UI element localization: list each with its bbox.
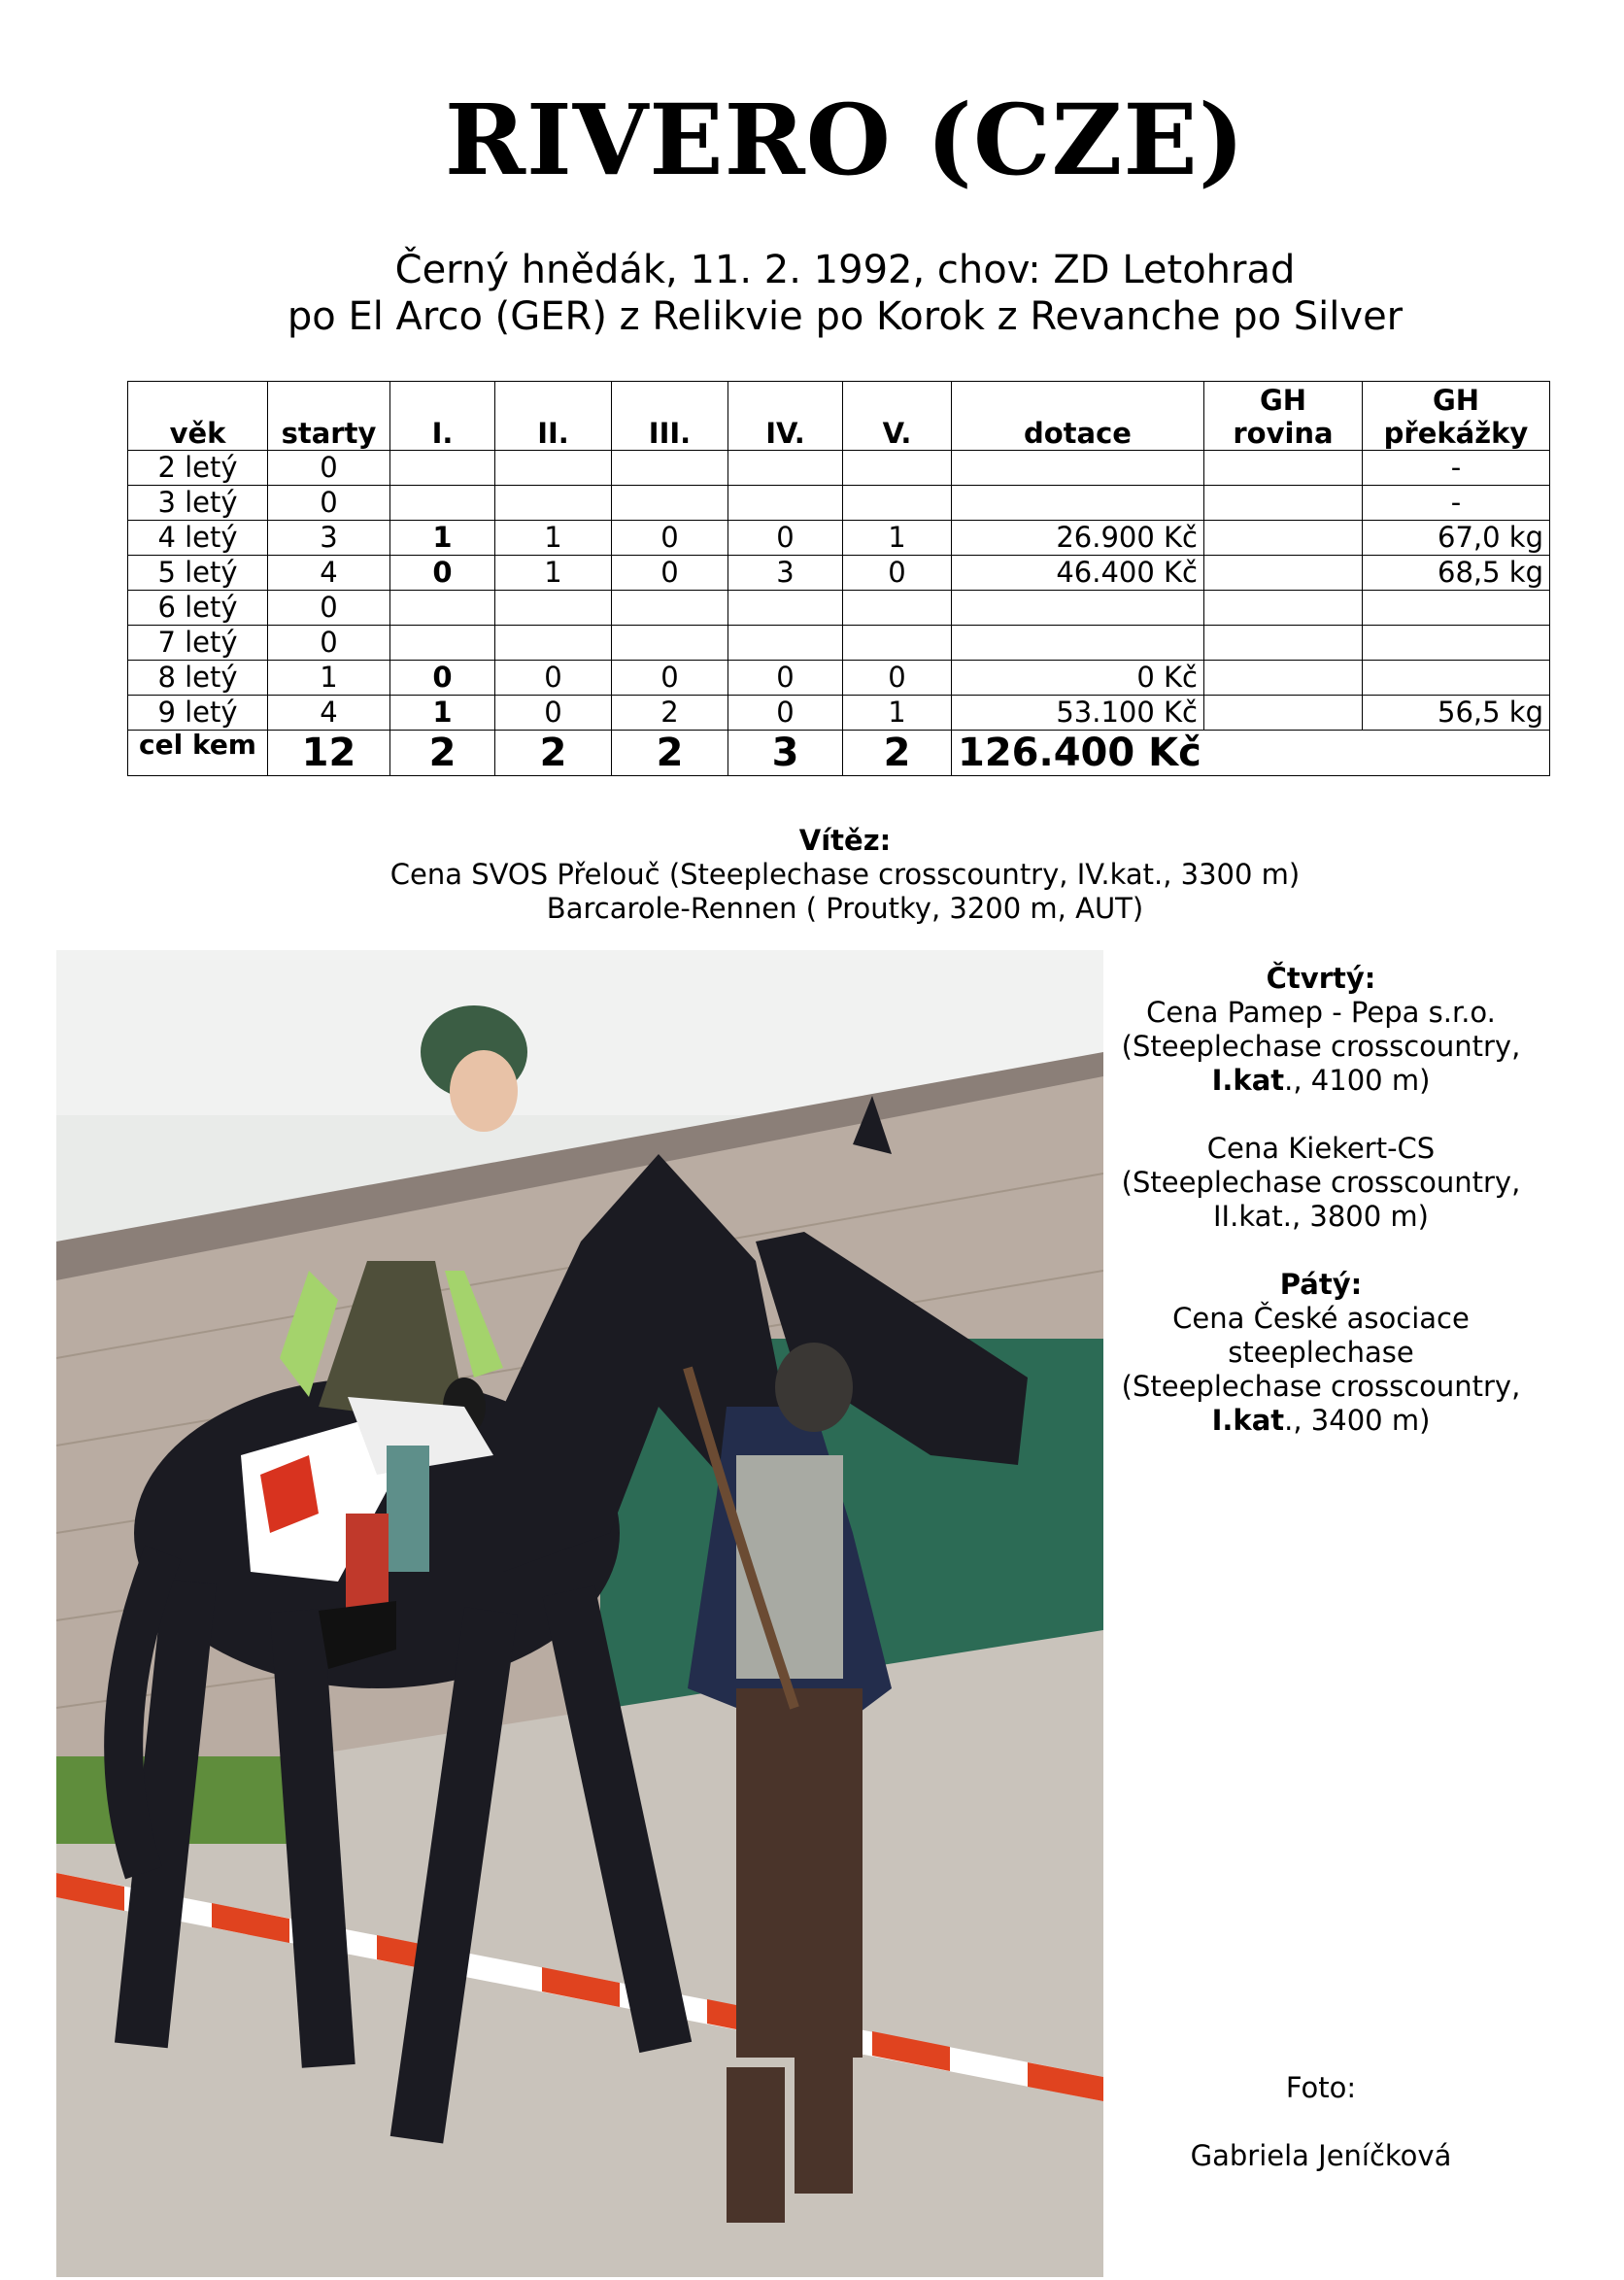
winner-race-2: Barcarole-Rennen ( Proutky, 3200 m, AUT) [546, 892, 1144, 925]
table-cell-p5: 0 [843, 556, 952, 591]
table-row [128, 591, 1550, 626]
table-cell-p3: 0 [612, 521, 728, 556]
horse-pedigree: po El Arco (GER) z Relikvie po Korok z Revanche po Silver [287, 294, 1404, 339]
table-cell-p2 [495, 591, 612, 626]
table-cell-starts: 0 [268, 486, 390, 521]
table-cell-gh-flat [1204, 556, 1363, 591]
table-cell-starts: 4 [268, 696, 390, 731]
photo-credit-label: Foto: [1285, 2071, 1357, 2104]
fourth-place-section [1117, 962, 1525, 1438]
table-cell-p2: 1 [495, 521, 612, 556]
header-third: III. [612, 382, 728, 451]
table-cell-p3 [612, 626, 728, 661]
table-cell-age: 2 letý [128, 451, 268, 486]
total-second: 2 [495, 731, 612, 776]
header-first: I. [390, 382, 495, 451]
winner-heading: Vítěz: [798, 824, 892, 857]
header-starts: starty [268, 382, 390, 451]
table-row [128, 486, 1550, 521]
table-row [128, 521, 1550, 556]
table-cell-p4 [728, 626, 843, 661]
total-third: 2 [612, 731, 728, 776]
table-cell-starts: 4 [268, 556, 390, 591]
table-cell-p1: 1 [390, 521, 495, 556]
total-label: cel kem [128, 731, 268, 776]
table-header-row [128, 382, 1550, 451]
table-cell-age: 4 letý [128, 521, 268, 556]
fourth-race-2-type: (Steeplechase crosscountry, [1121, 1166, 1521, 1199]
horse-photo [56, 950, 1103, 2277]
horse-description: Černý hnědák, 11. 2. 1992, chov: ZD Letohrad [394, 248, 1296, 292]
table-cell-age: 8 letý [128, 661, 268, 696]
table-cell-age: 5 letý [128, 556, 268, 591]
total-earnings: 126.400 Kč [952, 731, 1550, 776]
table-cell-gh-jump: 56,5 kg [1363, 696, 1550, 731]
table-cell-p4: 3 [728, 556, 843, 591]
table-cell-age: 7 letý [128, 626, 268, 661]
fourth-race-2-name: Cena Kiekert-CS [1206, 1132, 1436, 1165]
header-fourth: IV. [728, 382, 843, 451]
table-cell-p2: 1 [495, 556, 612, 591]
table-cell-p3: 0 [612, 556, 728, 591]
fifth-race-name-1: Cena České asociace [1172, 1302, 1470, 1335]
table-cell-p4: 0 [728, 521, 843, 556]
table-cell-p4 [728, 451, 843, 486]
table-row [128, 451, 1550, 486]
table-cell-p1: 0 [390, 661, 495, 696]
table-cell-gh-jump: - [1363, 451, 1550, 486]
table-cell-p4: 0 [728, 696, 843, 731]
table-cell-earnings [952, 451, 1204, 486]
winner-section [321, 824, 1370, 926]
table-cell-starts: 0 [268, 451, 390, 486]
table-cell-starts: 0 [268, 591, 390, 626]
table-cell-starts: 0 [268, 626, 390, 661]
header-fifth: V. [843, 382, 952, 451]
table-cell-p3 [612, 591, 728, 626]
table-cell-p1 [390, 451, 495, 486]
table-total-row [128, 731, 1550, 776]
table-cell-starts: 3 [268, 521, 390, 556]
table-cell-p1 [390, 591, 495, 626]
table-cell-gh-jump: 68,5 kg [1363, 556, 1550, 591]
table-cell-gh-flat [1204, 451, 1363, 486]
header-earnings: dotace [952, 382, 1204, 451]
table-cell-earnings [952, 591, 1204, 626]
table-cell-p3 [612, 451, 728, 486]
table-cell-p5: 1 [843, 696, 952, 731]
table-cell-p1 [390, 626, 495, 661]
fourth-race-1-name: Cena Pamep - Pepa s.r.o. [1146, 996, 1496, 1029]
table-cell-p3: 2 [612, 696, 728, 731]
table-cell-p2: 0 [495, 661, 612, 696]
table-row [128, 556, 1550, 591]
table-cell-age: 9 letý [128, 696, 268, 731]
table-cell-gh-flat [1204, 696, 1363, 731]
table-row [128, 661, 1550, 696]
winner-race-1: Cena SVOS Přelouč (Steeplechase crosscountry, IV.kat., 3300 m) [389, 858, 1301, 891]
total-fourth: 3 [728, 731, 843, 776]
table-cell-p3 [612, 486, 728, 521]
table-cell-p5 [843, 591, 952, 626]
table-cell-gh-jump [1363, 661, 1550, 696]
table-cell-p2 [495, 486, 612, 521]
table-cell-p5 [843, 486, 952, 521]
total-first: 2 [390, 731, 495, 776]
table-cell-gh-flat [1204, 661, 1363, 696]
header-gh-jumps: GH překážky [1363, 382, 1550, 451]
total-fifth: 2 [843, 731, 952, 776]
fourth-race-1-type: (Steeplechase crosscountry, [1121, 1030, 1521, 1063]
table-cell-gh-flat [1204, 591, 1363, 626]
fourth-heading: Čtvrtý: [1266, 962, 1376, 995]
table-cell-p1: 0 [390, 556, 495, 591]
table-cell-earnings: 53.100 Kč [952, 696, 1204, 731]
table-cell-earnings: 46.400 Kč [952, 556, 1204, 591]
table-cell-starts: 1 [268, 661, 390, 696]
table-cell-p5: 0 [843, 661, 952, 696]
table-cell-age: 3 letý [128, 486, 268, 521]
header-gh-flat: GH rovina [1204, 382, 1363, 451]
table-cell-gh-flat [1204, 486, 1363, 521]
race-record-table [127, 381, 1550, 776]
table-cell-gh-flat [1204, 626, 1363, 661]
table-cell-gh-jump: 67,0 kg [1363, 521, 1550, 556]
table-cell-p4 [728, 591, 843, 626]
table-row [128, 696, 1550, 731]
table-row [128, 626, 1550, 661]
table-cell-gh-jump [1363, 591, 1550, 626]
table-cell-earnings: 0 Kč [952, 661, 1204, 696]
fifth-race-details: I.kat., 3400 m) [1211, 1404, 1431, 1437]
fifth-heading: Pátý: [1279, 1268, 1363, 1301]
fifth-race-name-2: steeplechase [1228, 1336, 1414, 1369]
photo-credit-name: Gabriela Jeníčková [1190, 2139, 1452, 2172]
table-cell-age: 6 letý [128, 591, 268, 626]
table-cell-gh-jump: - [1363, 486, 1550, 521]
table-cell-earnings [952, 486, 1204, 521]
table-cell-gh-jump [1363, 626, 1550, 661]
table-cell-p2: 0 [495, 696, 612, 731]
fourth-race-1-details: I.kat., 4100 m) [1211, 1064, 1431, 1097]
table-cell-p4 [728, 486, 843, 521]
table-cell-p2 [495, 626, 612, 661]
table-cell-earnings: 26.900 Kč [952, 521, 1204, 556]
table-cell-p5: 1 [843, 521, 952, 556]
table-cell-p3: 0 [612, 661, 728, 696]
table-cell-p1: 1 [390, 696, 495, 731]
total-starts: 12 [268, 731, 390, 776]
table-cell-earnings [952, 626, 1204, 661]
table-cell-p4: 0 [728, 661, 843, 696]
table-cell-p5 [843, 451, 952, 486]
header-second: II. [495, 382, 612, 451]
page-title: RIVERO (CZE) [444, 83, 1246, 197]
fourth-race-2-details: II.kat., 3800 m) [1213, 1200, 1429, 1233]
table-cell-gh-flat [1204, 521, 1363, 556]
table-cell-p5 [843, 626, 952, 661]
table-cell-p2 [495, 451, 612, 486]
table-cell-p1 [390, 486, 495, 521]
fifth-race-type: (Steeplechase crosscountry, [1121, 1370, 1521, 1403]
header-age: věk [128, 382, 268, 451]
